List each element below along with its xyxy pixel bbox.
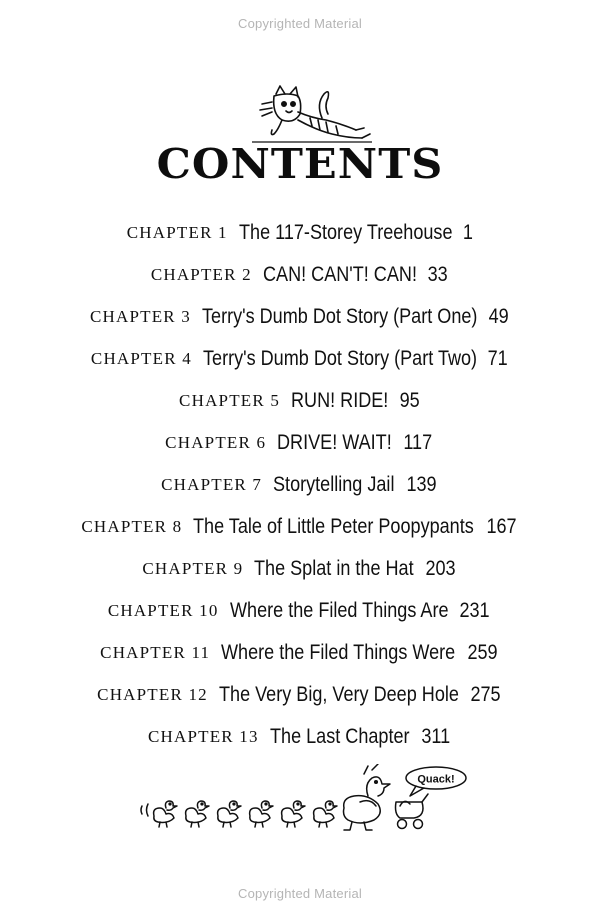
chapter-label: CHAPTER 2 <box>150 265 252 284</box>
toc-row <box>0 422 600 464</box>
chapter-label: CHAPTER 1 <box>126 223 228 242</box>
chapter-title: CAN! CAN'T! CAN! <box>262 263 417 286</box>
chapter-page: 1 <box>462 221 473 244</box>
toc-row <box>0 254 600 296</box>
chapter-label: CHAPTER 10 <box>107 601 219 620</box>
table-of-contents <box>0 212 600 758</box>
chapter-title: Where the Filed Things Were <box>221 641 456 664</box>
chapter-title: Terry's Dumb Dot Story (Part One) <box>201 305 478 328</box>
chapter-title: Storytelling Jail <box>273 473 395 496</box>
chapter-page: 231 <box>459 599 490 622</box>
watermark-bottom: Copyrighted Material <box>238 886 362 901</box>
chapter-label: CHAPTER 4 <box>90 349 192 368</box>
chapter-page: 275 <box>470 683 501 706</box>
chapter-title: DRIVE! WAIT! <box>277 431 392 454</box>
chapter-title: RUN! RIDE! <box>291 389 389 412</box>
chapter-label: CHAPTER 6 <box>165 433 267 452</box>
toc-row <box>0 380 600 422</box>
chapter-title: The Last Chapter <box>269 725 410 748</box>
toc-row <box>0 296 600 338</box>
chapter-page: 139 <box>406 473 437 496</box>
page-title: CONTENTS <box>156 140 444 188</box>
toc-row <box>0 674 600 716</box>
chapter-page: 95 <box>399 389 420 412</box>
chapter-page: 311 <box>420 725 450 748</box>
toc-row <box>0 632 600 674</box>
chapter-page: 71 <box>487 347 508 370</box>
speech-bubble-text: Quack! <box>417 773 455 786</box>
chapter-page: 117 <box>403 431 433 454</box>
chapter-label: CHAPTER 3 <box>89 307 191 326</box>
toc-row <box>0 590 600 632</box>
chapter-title: The 117-Storey Treehouse <box>238 221 453 244</box>
chapter-label: CHAPTER 5 <box>179 391 281 410</box>
toc-row <box>0 338 600 380</box>
watermark-top: Copyrighted Material <box>238 16 362 31</box>
chapter-page: 167 <box>486 515 517 538</box>
chapter-label: CHAPTER 12 <box>97 685 208 704</box>
chapter-title: The Very Big, Very Deep Hole <box>218 683 459 706</box>
chapter-title: Where the Filed Things Are <box>229 599 449 622</box>
chapter-label: CHAPTER 13 <box>147 727 259 746</box>
toc-row <box>0 716 600 758</box>
ducks-illustration-icon <box>138 764 468 836</box>
chapter-label: CHAPTER 7 <box>161 475 263 494</box>
toc-row <box>0 212 600 254</box>
chapter-page: 203 <box>425 557 456 580</box>
chapter-title: The Tale of Little Peter Poopypants <box>193 515 475 538</box>
chapter-page: 259 <box>467 641 498 664</box>
duckling-icon <box>154 801 177 827</box>
chapter-label: CHAPTER 8 <box>81 517 183 536</box>
chapter-page: 33 <box>427 263 448 286</box>
chapter-label: CHAPTER 11 <box>100 643 211 662</box>
chapter-title: Terry's Dumb Dot Story (Part Two) <box>202 347 478 370</box>
chapter-title: The Splat in the Hat <box>254 557 414 580</box>
chapter-page: 49 <box>488 305 509 328</box>
chapter-label: CHAPTER 9 <box>142 559 244 578</box>
toc-row <box>0 464 600 506</box>
toc-row <box>0 548 600 590</box>
toc-row <box>0 506 600 548</box>
